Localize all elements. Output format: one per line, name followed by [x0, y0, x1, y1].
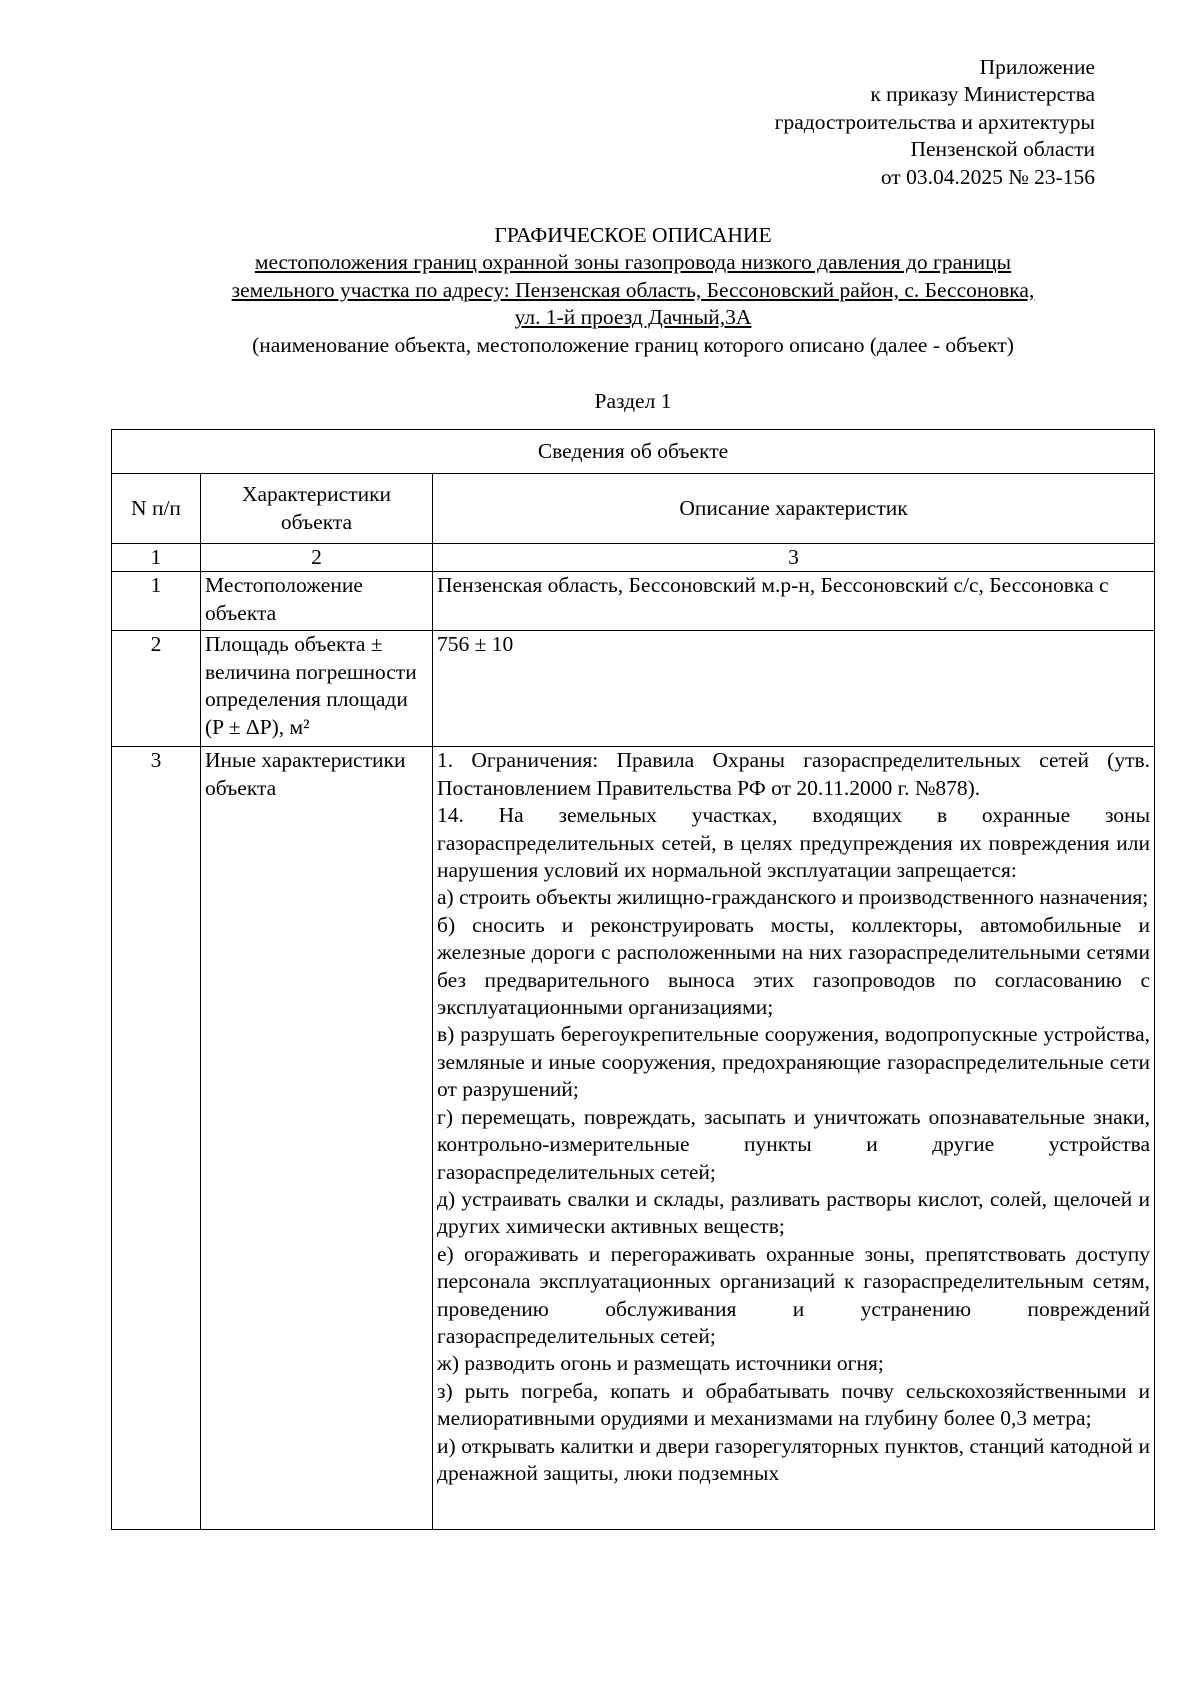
row-description: 756 ± 10 — [433, 631, 1155, 747]
restriction-paragraph: в) разрушать берегоукрепительные сооружения, водопропускные устройства, земляные и иные сооружения, предохраняющие газораспределительные сети от разрушений; — [437, 1022, 1151, 1102]
row-number: 1 — [112, 572, 201, 631]
table-row — [112, 572, 1155, 631]
header-line-date: от 03.04.2025 № 23-156 — [880, 164, 1095, 189]
table-row — [112, 747, 1155, 1530]
header-num: N п/п — [112, 474, 201, 544]
table-row — [112, 631, 1155, 747]
restriction-paragraph: 1. Ограничения: Правила Охраны газораспределительных сетей (утв. Постановлением Правительства РФ от 20.11.2000 г. №878). — [437, 748, 1151, 800]
title-line: ул. 1-й проезд Дачный,3А — [514, 305, 752, 330]
header-block — [775, 54, 1095, 191]
restriction-paragraph: з) рыть погреба, копать и обрабатывать почву сельскохозяйственными и мелиоративными орудиями и механизмами на глубину более 0,3 метра; — [437, 1378, 1151, 1431]
row-number: 2 — [112, 631, 201, 747]
document-title: ГРАФИЧЕСКОЕ ОПИСАНИЕ — [494, 223, 772, 247]
row-name: Площадь объекта ± величина погрешности определения площади (P ± ΔP), м² — [201, 631, 433, 747]
column-number: 3 — [433, 544, 1155, 572]
row-number: 3 — [112, 747, 201, 1530]
restriction-paragraph: а) строить объекты жилищно-гражданского и производственного назначения; — [437, 885, 1149, 910]
row-name: Иные характеристики объекта — [201, 747, 433, 1530]
restriction-paragraph: б) сносить и реконструировать мосты, коллекторы, автомобильные и железные дороги с расположенными на них газораспределительными сетями без предварительного выноса этих газопроводов по согласованию с эксплуатационными организациями; — [437, 912, 1151, 1020]
title-line: местоположения границ охранной зоны газопровода низкого давления до границы — [254, 250, 1012, 275]
restriction-paragraph: ж) разводить огонь и размещать источники огня; — [437, 1351, 884, 1376]
restriction-paragraph: е) огораживать и перегораживать охранные зоны, препятствовать доступу персонала эксплуатационных организаций к газораспределительным сетям, проведению обслуживания и устранению повреждений газораспределительных сетей; — [437, 1241, 1151, 1348]
restriction-paragraph: д) устраивать свалки и склады, разливать растворы кислот, солей, щелочей и других химически активных веществ; — [437, 1186, 1151, 1239]
restriction-paragraph: г) перемещать, повреждать, засыпать и уничтожать опознавательные знаки, контрольно-измерительные пункты и другие устройства газораспределительных сетей; — [437, 1104, 1151, 1184]
header-description: Описание характеристик — [433, 474, 1155, 544]
title-line: земельного участка по адресу: Пензенская область, Бессоновский район, с. Бессоновка, — [231, 277, 1035, 302]
header-characteristics: Характеристики объекта — [201, 474, 433, 544]
header-line: градостроительства и архитектуры — [774, 109, 1095, 134]
header-line: Пензенской области — [910, 137, 1095, 162]
column-number: 2 — [201, 544, 433, 572]
restriction-paragraph: и) открывать калитки и двери газорегуляторных пунктов, станций катодной и дренажной защиты, люки подземных — [437, 1433, 1151, 1485]
table-caption: Сведения об объекте — [112, 430, 1155, 474]
row-description: Пензенская область, Бессоновский м.р-н, Бессоновский с/с, Бессоновка с — [433, 572, 1155, 631]
restriction-paragraph: 14. На земельных участках, входящих в охранные зоны газораспределительных сетей, в целях предупреждения их повреждения или нарушения условий их нормальной эксплуатации запрещается: — [437, 803, 1151, 883]
object-info-table — [111, 429, 1155, 1530]
title-caption: (наименование объекта, местоположение границ которого описано (далее - объект) — [252, 332, 1014, 357]
column-number: 1 — [112, 544, 201, 572]
section-label: Раздел 1 — [594, 389, 672, 413]
row-name: Местоположение объекта — [201, 572, 433, 631]
header-line: Приложение — [979, 55, 1095, 79]
title-block — [112, 222, 1154, 359]
header-line: к приказу Министерства — [870, 82, 1095, 107]
row-description — [433, 747, 1155, 1530]
